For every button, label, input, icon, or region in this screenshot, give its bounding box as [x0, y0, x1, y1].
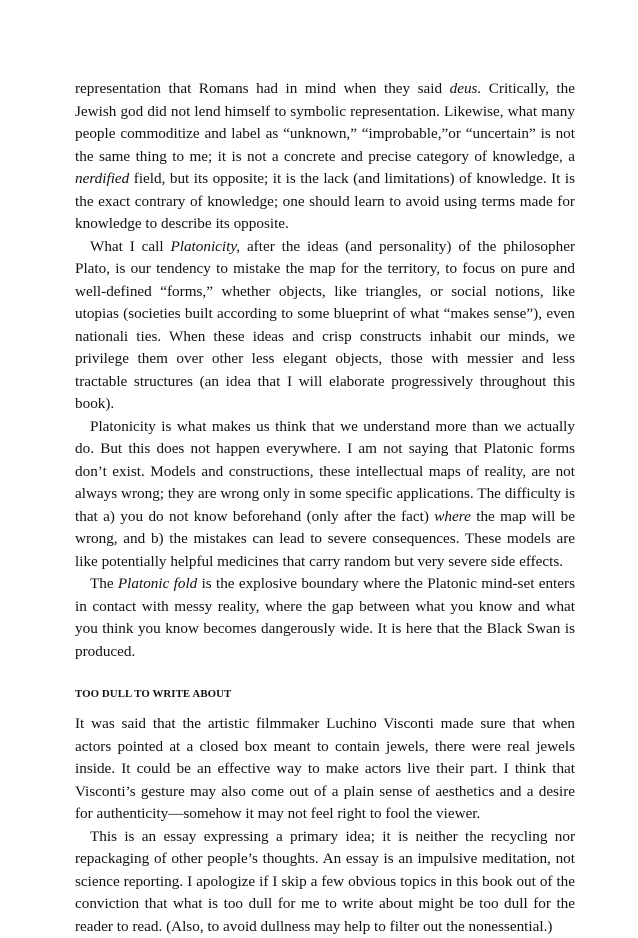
paragraph-visconti: It was said that the artistic filmmaker Luchino Visconti made sure that when actors pointed at a closed box meant to contain jewels, there were real jewels inside. It could be an effective way to make actors live their part. I think that Visconti’s gesture may also come out of a plain sense of aesthetics and a desire for authenticity—somehow it may not feel right to fool the viewer.: [75, 713, 575, 826]
italic-term-nerdified: nerdified: [75, 170, 129, 187]
paragraph-platonic-fold: [75, 573, 575, 663]
italic-term-deus: deus.: [450, 80, 482, 97]
italic-term-platonic-fold: Platonic fold: [118, 575, 197, 592]
text-run: Platonicity is what makes us think that we understand more than we actually do. But this does not happen everywhere. I am not saying that Platonic forms don’t exist. Models and constructions, these intellectual maps of reality, are not always wrong; they are wrong only in some specific applications. The difficulty is that a) you do not know beforehand (only after the fact): [75, 418, 575, 525]
text-run: the map will be wrong, and b) the mistakes can lead to severe consequences. These models are like potentially helpful medicines that carry random but very severe side effects.: [75, 508, 575, 570]
text-run: What I call: [90, 238, 170, 255]
italic-term-platonicity: Platonicity,: [170, 238, 240, 255]
book-page: [75, 78, 575, 757]
text-run: representation that Romans had in mind when they said: [75, 80, 450, 97]
paragraph-deus: [75, 78, 575, 236]
text-run: after the ideas (and personality) of the philosopher Plato, is our tendency to mistake the map for the territory, to focus on pure and well-defined “forms,” whether objects, like triangles, or social notions, like utopias (societies built according to some blueprint of what “makes sense”), even nationali ties. When these ideas and crisp constructs inhabit our minds, we privilege them over other less elegant objects, those with messier and less tractable structures (an idea that I will elaborate progressively throughout this book).: [75, 238, 575, 413]
text-run: field, but its opposite; it is the lack (and limitations) of knowledge. It is the exact contrary of knowledge; one should learn to avoid using terms made for knowledge to describe its opposite.: [75, 170, 575, 232]
text-run: is the explosive boundary where the Platonic mind-set enters in contact with messy reality, where the gap between what you know and what you think you know becomes dangerously wide. It is here that the Black Swan is produced.: [75, 575, 575, 660]
paragraph-platonicity: [75, 236, 575, 416]
text-run: Critically, the Jewish god did not lend himself to symbolic representation. Likewise, what many people commoditize and label as “unknown,” “improbable,”or “uncertain” is not the same thing to me; it is not a concrete and precise category of knowledge, a: [75, 80, 575, 165]
paragraph-platonic-forms: [75, 416, 575, 574]
italic-term-where: where: [434, 508, 471, 525]
paragraph-essay: This is an essay expressing a primary idea; it is neither the recycling nor repackaging of other people’s thoughts. An essay is an impulsive meditation, not science reporting. I apologize if I skip a few obvious topics in this book out of the conviction that what is too dull for me to write about might be too dull for the reader to read. (Also, to avoid dullness may help to filter out the nonessential.): [75, 826, 575, 938]
text-run: The: [90, 575, 118, 592]
section-heading: TOO DULL TO WRITE ABOUT: [75, 686, 575, 702]
